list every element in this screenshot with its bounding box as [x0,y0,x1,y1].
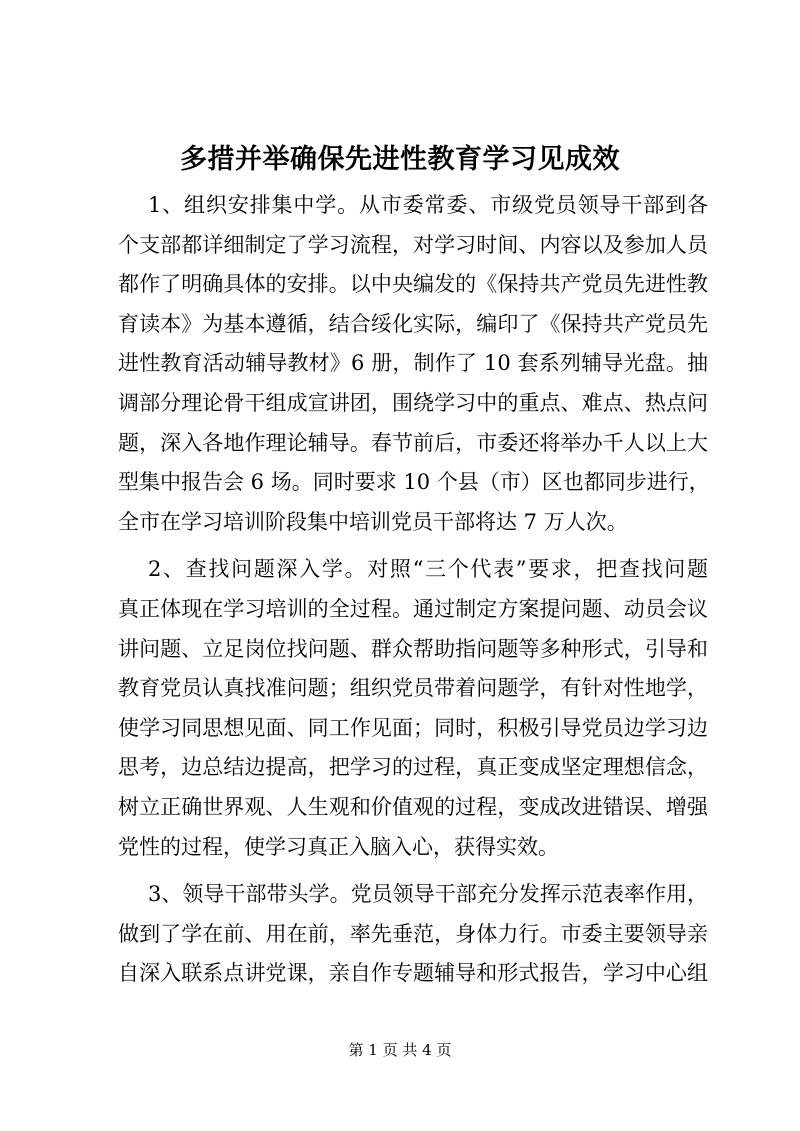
paragraph-line: 题，深入各地作理论辅导。春节前后，市委还将举办千人以上大 [118,430,708,455]
paragraph-line: 育读本》为基本遵循，结合绥化实际，编印了《保持共产党员先 [118,311,708,336]
paragraph-line: 都作了明确具体的安排。以中央编发的《保持共产党员先进性教 [118,272,708,297]
paragraph-line: 调部分理论骨干组成宣讲团，围绕学习中的重点、难点、热点问 [118,390,708,415]
paragraph-line: 教育党员认真找准问题；组织党员带着问题学，有针对性地学， [118,676,708,701]
paragraph-line: 党性的过程，使学习真正入脑入心，获得实效。 [118,834,559,859]
page-number-footer: 第 1 页 共 4 页 [348,1041,452,1059]
document-title: 多措并举确保先进性教育学习见成效 [180,144,620,175]
paragraph-1 [118,186,708,542]
paragraph-3 [118,875,708,994]
paragraph-line: 讲问题、立足岗位找问题、群众帮助指问题等多种形式，引导和 [118,636,708,661]
paragraph-line: 3、领导干部带头学。党员领导干部充分发挥示范表率作用， [148,882,708,907]
paragraph-line: 真正体现在学习培训的全过程。通过制定方案提问题、动员会议 [118,596,708,621]
paragraph-line: 全市在学习培训阶段集中培训党员干部将达 7 万人次。 [118,509,628,534]
paragraph-line: 个支部都详细制定了学习流程，对学习时间、内容以及参加人员 [118,232,708,257]
paragraph-line: 2、查找问题深入学。对照“三个代表”要求，把查找问题 [148,557,708,582]
paragraph-line: 型集中报告会 6 场。同时要求 10 个县（市）区也都同步进行， [118,470,710,495]
paragraph-line: 思考，边总结边提高，把学习的过程，真正变成坚定理想信念， [118,755,708,780]
paragraph-line: 树立正确世界观、人生观和价值观的过程，变成改进错误、增强 [118,794,708,819]
paragraph-2 [118,550,708,867]
paragraph-line: 自深入联系点讲党课，亲自作专题辅导和形式报告，学习中心组 [118,961,708,986]
paragraph-line: 1、组织安排集中学。从市委常委、市级党员领导干部到各 [148,193,708,217]
paragraph-line: 进性教育活动辅导教材》6 册，制作了 10 套系列辅导光盘。抽 [118,351,708,376]
paragraph-line: 使学习同思想见面、同工作见面；同时，积极引导党员边学习边 [118,715,708,740]
document-body [118,186,708,1002]
paragraph-line: 做到了学在前、用在前，率先垂范，身体力行。市委主要领导亲 [118,921,708,946]
